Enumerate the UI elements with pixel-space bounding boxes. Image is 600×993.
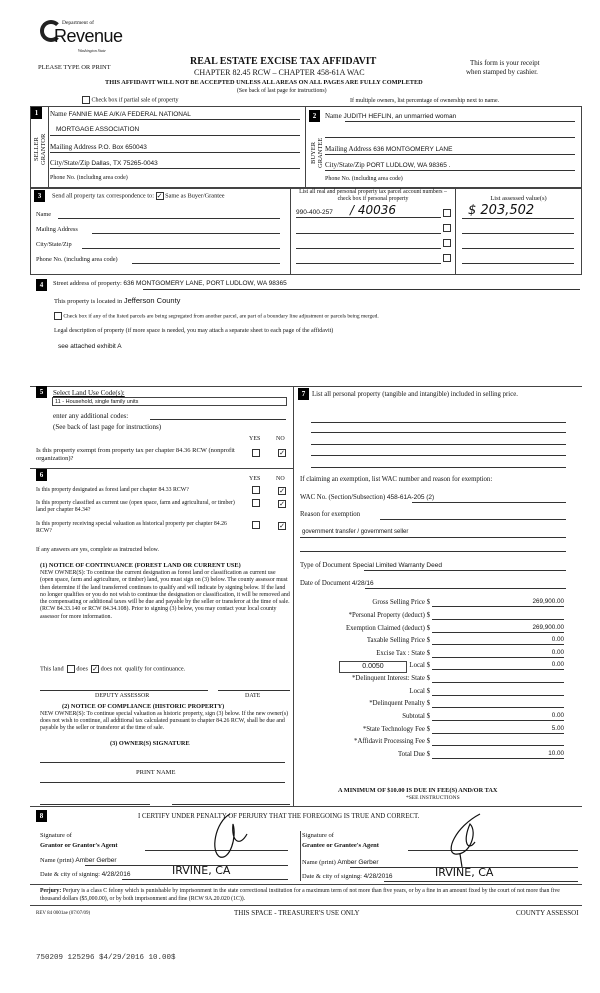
fee-value[interactable]: 269,900.00 xyxy=(432,598,564,607)
rev-number: REV 84 0001ae (07/07/09) xyxy=(36,911,91,916)
assessed-handwritten: $ 203,502 xyxy=(468,203,535,218)
fee-value[interactable] xyxy=(432,687,564,696)
seller-side-label: SELLER GRANTOR xyxy=(33,133,47,166)
grantee-signature xyxy=(440,812,490,867)
fee-label: Total Due $ xyxy=(398,751,430,758)
see-instructions: *SEE INSTRUCTIONS xyxy=(406,795,460,801)
does-not-label: does not xyxy=(100,665,122,673)
form-title: REAL ESTATE EXCISE TAX AFFIDAVIT xyxy=(190,56,377,67)
grantee-print-name[interactable]: Amber Gerber xyxy=(337,859,379,866)
section-number-3: 3 xyxy=(34,190,45,202)
fee-label: *State Technology Fee $ xyxy=(362,726,430,733)
fee-label: *Affidavit Processing Fee $ xyxy=(354,738,430,745)
certify-statement: I CERTIFY UNDER PENALTY OF PERJURY THAT THE FOREGOING IS TRUE AND CORRECT. xyxy=(138,813,420,820)
perjury-label: Perjury: xyxy=(40,888,62,894)
date-label: DATE xyxy=(245,693,261,699)
partial-sale-checkbox[interactable] xyxy=(82,96,90,104)
s6-yes-header: YES xyxy=(249,476,261,482)
doc-date-label: Date of Document xyxy=(300,580,351,587)
perjury-text: Perjury is a class C felony which is punishable by imprisonment in the state correctional institution for a maximum term of not more than five years, or by a fine in an amount fixed by the court of not more than five thousand dollars ($5,000.00), or by both imprisonment and fine (RCW 9A.20.020 (1C)). xyxy=(40,888,560,902)
buyer-city-label: City/State/Zip xyxy=(325,161,365,169)
buyer-mail-label: Mailing Address xyxy=(325,145,372,153)
wac-label: WAC No. (Section/Subsection) xyxy=(300,494,386,501)
fee-value[interactable]: 0.00 xyxy=(432,661,564,670)
receipt-note-2: when stamped by cashier. xyxy=(466,68,538,76)
claiming-exemption-label: If claiming an exemption, list WAC number and reason for exemption: xyxy=(300,476,493,483)
form-warning: THIS AFFIDAVIT WILL NOT BE ACCEPTED UNLESS ALL AREAS ON ALL PAGES ARE FULLY COMPLETED xyxy=(105,79,423,86)
fee-value[interactable]: 5.00 xyxy=(432,725,564,734)
parcel-number[interactable]: 990-400-257 xyxy=(296,209,333,216)
land-use-code-field[interactable]: 11 - Household, single family units xyxy=(52,397,287,406)
personal-property-checkbox-1[interactable] xyxy=(443,209,451,217)
does-not-checkbox[interactable]: ✓ xyxy=(92,665,98,673)
section-number-6: 6 xyxy=(36,469,47,481)
personal-property-checkbox-2[interactable] xyxy=(443,224,451,232)
document-date[interactable]: 4/28/16 xyxy=(351,580,374,587)
forest-no-checkbox[interactable]: ✓ xyxy=(279,487,285,496)
grantor-signature xyxy=(205,812,255,862)
buyer-side-label: BUYER GRANTEE xyxy=(310,137,324,169)
state-label: Washington State xyxy=(78,48,106,53)
deputy-assessor-label: DEPUTY ASSESSOR xyxy=(95,693,150,699)
fee-value[interactable]: 10.00 xyxy=(432,750,564,759)
seller-name[interactable]: FANNIE MAE A/K/A FEDERAL NATIONAL xyxy=(68,111,191,118)
grantee-city-handwritten: IRVINE, CA xyxy=(435,866,494,879)
s3-city-label: City/State/Zip xyxy=(36,241,72,248)
grantee-sig-of: Signature of xyxy=(302,832,334,839)
s3-mail-label: Mailing Address xyxy=(36,226,78,233)
section-number-5: 5 xyxy=(36,386,47,398)
section-number-7: 7 xyxy=(298,388,309,400)
same-as-buyer-checkbox[interactable]: ✓ xyxy=(156,192,163,200)
segregated-checkbox[interactable] xyxy=(54,312,62,320)
grantor-city-handwritten: IRVINE, CA xyxy=(172,864,231,877)
fee-value[interactable] xyxy=(432,674,564,683)
type-print: PLEASE TYPE OR PRINT xyxy=(38,64,111,71)
notice-compliance-text: NEW OWNER(S): To continue special valuation as historic property, sign (3) below. If the new owner(s) does not wish to continue, all additional tax calculated pursuant to chapter 84.26 RCW, shall be due and payable by the seller or transferor at the time of sale. xyxy=(40,711,289,731)
buyer-city[interactable]: PORT LUDLOW, WA 98365 . xyxy=(366,162,451,169)
form-chapter: CHAPTER 82.45 RCW – CHAPTER 458-61A WAC xyxy=(194,68,365,77)
buyer-mail[interactable]: 636 MONTGOMERY LANE xyxy=(373,146,453,153)
fee-value[interactable] xyxy=(432,611,564,620)
reason-label: Reason for exemption xyxy=(300,511,361,518)
s5-no-header: NO xyxy=(276,436,285,442)
fee-label: Gross Selling Price $ xyxy=(372,599,430,606)
this-land-label: This land xyxy=(40,665,64,673)
forest-question: Is this property designated as forest land per chapter 84.33 RCW? xyxy=(36,487,189,493)
exempt-yes-checkbox[interactable] xyxy=(252,449,260,457)
county-assessor: COUNTY ASSESSOI xyxy=(516,909,579,917)
personal-property-checkbox-3[interactable] xyxy=(443,239,451,247)
fee-label: *Personal Property (deduct) $ xyxy=(348,612,430,619)
fee-value[interactable]: 0.00 xyxy=(432,712,564,721)
fee-label: Local $ xyxy=(409,662,430,669)
s5-yes-header: YES xyxy=(249,436,261,442)
county[interactable]: Jefferson County xyxy=(123,296,181,305)
treasurer-use: THIS SPACE - TREASURER'S USE ONLY xyxy=(234,909,360,917)
located-label: This property is located in xyxy=(54,298,123,305)
historic-no-checkbox[interactable]: ✓ xyxy=(279,522,285,531)
grantee-date[interactable]: 4/28/2016 xyxy=(363,873,393,880)
grantee-date-label: Date & city of signing: xyxy=(302,873,362,880)
seller-name-line2[interactable]: MORTGAGE ASSOCIATION xyxy=(56,126,140,133)
legal-description-label: Legal description of property (if more space is needed, you may attach a separate sheet to each page of the affidavit) xyxy=(54,328,334,334)
street-address-label: Street address of property: xyxy=(53,280,122,287)
exemption-reason[interactable]: government transfer / government seller xyxy=(302,529,409,535)
does-checkbox[interactable] xyxy=(67,665,75,673)
personal-property-checkbox-4[interactable] xyxy=(443,254,451,262)
fee-value[interactable] xyxy=(432,699,564,708)
grantee-agent-label: Grantee or Grantee's Agent xyxy=(302,842,379,849)
same-as-buyer-label: Same as Buyer/Grantee xyxy=(165,192,225,200)
buyer-name[interactable]: JUDITH HEFLIN, an unmarried woman xyxy=(343,113,457,120)
grantor-sig-of: Signature of xyxy=(40,832,72,839)
fee-label: Local $ xyxy=(409,688,430,695)
grantor-name-label: Name (print) xyxy=(40,857,74,864)
logo-text: Revenue xyxy=(54,26,123,46)
legal-description[interactable]: see attached exhibit A xyxy=(58,343,122,350)
multiple-owners-note: If multiple owners, list percentage of ownership next to name. xyxy=(350,98,500,104)
fee-label: Subtotal $ xyxy=(402,713,430,720)
current-use-yes-checkbox[interactable] xyxy=(252,499,260,507)
seller-phone-label: Phone No. (including area code) xyxy=(50,175,128,181)
fee-value[interactable]: 269,900.00 xyxy=(432,624,564,633)
parcel-header: List all real and personal property tax parcel account numbers – check box if personal property xyxy=(299,189,447,202)
owner-signature-title: (3) OWNER(S) SIGNATURE xyxy=(110,740,190,747)
exempt-question: Is this property exempt from property tax per chapter 84.36 RCW (nonprofit organization)? xyxy=(36,447,235,462)
assessed-header: List assessed value(s) xyxy=(490,195,547,202)
send-correspondence-label: Send all property tax correspondence to: xyxy=(52,192,154,200)
qualify-label: qualify for continuance. xyxy=(124,665,186,673)
current-use-no-checkbox[interactable]: ✓ xyxy=(279,500,285,509)
buyer-name-label: Name xyxy=(325,112,342,120)
if-yes-note: If any answers are yes, complete as instructed below. xyxy=(36,547,159,553)
seller-city-label: City/State/Zip xyxy=(50,159,90,167)
section-number-2: 2 xyxy=(309,110,320,122)
segregated-label: Check box if any of the listed parcels are being segregated from another parcel, are part of a boundary line adjustment or parcels being merged. xyxy=(63,313,379,320)
minimum-due-note: A MINIMUM OF $10.00 IS DUE IN FEE(S) AND/OR TAX xyxy=(338,787,498,794)
s3-name-label: Name xyxy=(36,211,52,218)
fee-value[interactable]: 0.00 xyxy=(432,636,564,645)
s5-see-back: (See back of last page for instructions) xyxy=(53,423,162,431)
see-back: (See back of last page for instructions) xyxy=(237,88,327,94)
does-label: does xyxy=(76,665,88,673)
street-address[interactable]: 636 MONTGOMERY LANE, PORT LUDLOW, WA 98365 xyxy=(123,280,287,287)
s3-phone-label: Phone No. (including area code) xyxy=(36,256,118,263)
land-use-label: Select Land Use Code(s): xyxy=(53,389,125,397)
seller-mail[interactable]: P.O. Box 650043 xyxy=(98,144,147,151)
forest-yes-checkbox[interactable] xyxy=(252,486,260,494)
local-rate-field[interactable]: 0.0050 xyxy=(339,661,407,673)
print-name-label: PRINT NAME xyxy=(136,769,176,776)
cashier-stamp: 750209 125296 $4/29/2016 10.00$ xyxy=(36,954,176,962)
dept-of: Department of xyxy=(62,20,94,26)
seller-mail-label: Mailing Address xyxy=(50,143,97,151)
fee-label: Taxable Selling Price $ xyxy=(366,637,430,644)
notice-continuance-text: NEW OWNER(S): To continue the current designation as forest land or classification as current use (open space, farm and agriculture, or timber) land, you must sign on (3) below. The county assessor must then determine if the land transferred continues to qualify and will indicate by signing below. If the land no longer qualifies or you do not wish to continue the designation or classification, it will be removed and the compensating or additional taxes will be due and payable by the seller or transferor at the time of sale. (RCW 84.33.140 or RCW 84.34.108). Prior to signing (3) below, you may contact your local county assessor for more information. xyxy=(40,570,290,620)
doc-type-label: Type of Document xyxy=(300,562,351,569)
seller-name-label: Name xyxy=(50,110,67,118)
fee-label: Excise Tax : State $ xyxy=(376,650,430,657)
historic-question: Is this property receiving special valuation as historical property per chapter 84.26 RCW? xyxy=(36,521,227,534)
s6-no-header: NO xyxy=(276,476,285,482)
perjury-notice xyxy=(40,887,580,903)
receipt-note-1: This form is your receipt xyxy=(470,59,540,67)
grantor-print-name[interactable]: Amber Gerber xyxy=(75,857,117,864)
fee-label: *Delinquent Penalty $ xyxy=(369,700,430,707)
wac-number[interactable]: 458-61A-205 (2) xyxy=(386,494,435,501)
personal-property-label: List all personal property (tangible and intangible) included in selling price. xyxy=(312,391,518,398)
additional-codes-label: enter any additional codes: xyxy=(53,412,129,420)
grantor-date[interactable]: 4/28/2016 xyxy=(101,871,131,878)
section-number-4: 4 xyxy=(36,279,47,291)
fee-label: *Delinquent Interest: State $ xyxy=(352,675,430,682)
notice-continuance-title: (1) NOTICE OF CONTINUANCE (FOREST LAND OR CURRENT USE) xyxy=(40,562,241,569)
fee-value[interactable]: 0.00 xyxy=(432,649,564,658)
document-type[interactable]: Special Limited Warranty Deed xyxy=(352,562,442,569)
grantor-agent-label: Grantor or Grantor's Agent xyxy=(40,842,118,849)
fee-label: Exemption Claimed (deduct) $ xyxy=(346,625,430,632)
parcel-handwritten: / 40036 xyxy=(350,203,397,217)
notice-compliance-title: (2) NOTICE OF COMPLIANCE (HISTORIC PROPERTY) xyxy=(62,703,225,710)
section-number-8: 8 xyxy=(36,810,47,822)
seller-city[interactable]: Dallas, TX 75265-0043 xyxy=(91,160,158,167)
historic-yes-checkbox[interactable] xyxy=(252,521,260,529)
partial-sale-label: Check box if partial sale of property xyxy=(91,97,179,104)
grantor-date-label: Date & city of signing: xyxy=(40,871,100,878)
exempt-no-checkbox[interactable]: ✓ xyxy=(279,449,285,458)
buyer-phone-label: Phone No. (including area code) xyxy=(325,176,403,182)
fee-value[interactable] xyxy=(432,737,564,746)
current-use-question: Is this property classified as current use (open space, farm and agricultural, or timber) land per chapter 84.34? xyxy=(36,500,235,513)
section-number-1: 1 xyxy=(31,107,42,119)
grantee-name-label: Name (print) xyxy=(302,859,336,866)
